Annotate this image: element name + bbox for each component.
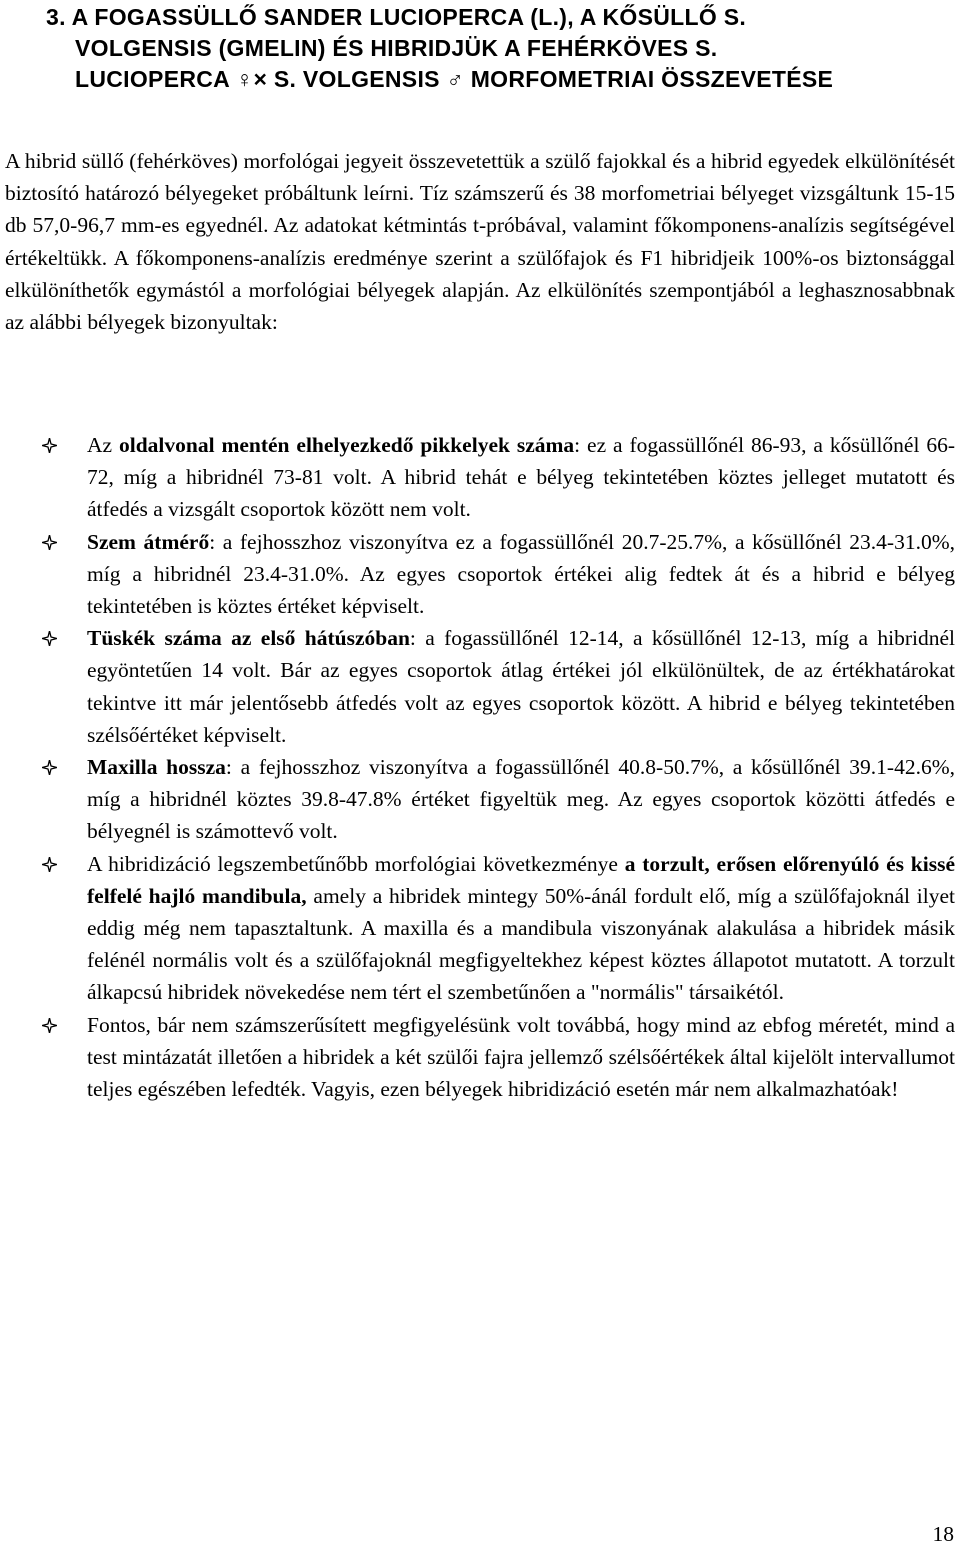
intro-paragraph: A hibrid süllő (fehérköves) morfológai jegyeit összevetettük a szülő fajokkal és a hibrid egyedek elkülönítését biztosító határozó bélyegeket próbáltunk leírni. Tíz számszerű és 38 morfometriai bélyeget vizsgáltunk 15-15 db 57,0-96,7 mm-es egyednél. Az adatokat kétmintás t-próbával, valamint főkomponens-analízis segítségével értékeltükk. A főkomponens-analízis eredménye szerint a szülőfajok és F1 hibridjeik 100%-os biztonsággal elkülöníthetők egymástól a morfológiai bélyegek alapján. Az elkülönítés szempontjából a leghasznosabbnak az alábbi bélyegek bizonyultak: bbox=[5, 149, 955, 335]
page-number: 18 bbox=[932, 1522, 954, 1546]
four-petal-diamond-icon bbox=[42, 1018, 57, 1033]
list-item-lead: A hibridizáció legszembetűnőbb morfológiai következménye bbox=[87, 851, 625, 876]
list-item-text: : ez a fogassüllőnél 86-93, a kősüllőnél 66-72, míg a hibridnél 73-81 volt. A hibrid tehát e bélyeg tekintetében köztes jelleget mutatott és átfedés a vizsgált csoportok között nem volt. bbox=[87, 433, 955, 522]
list-item-text: : a fejhosszhoz viszonyítva a fogassüllőnél 40.8-50.7%, a kősüllőnél 39.1-42.6%, míg a hibridnél köztes 39.8-47.8% értéket figyeltük meg. Az egyes csoportok közötti átfedés e bélyegnél is számottevő volt. bbox=[87, 755, 956, 844]
section-title-line-3: LUCIOPERCA ♀× S. VOLGENSIS ♂ MORFOMETRIAI ÖSSZEVETÉSE bbox=[75, 66, 834, 92]
four-petal-diamond-icon bbox=[42, 438, 57, 453]
four-petal-diamond-icon bbox=[42, 760, 57, 775]
list-item-text: : a fogassüllőnél 12-14, a kősüllőnél 12-13, míg a hibridnél egyöntetűen 14 volt. Bár az egyes csoportok átlag értékei jól elkülönültek, de az értékhatárokat tekintve itt már jelentősebb átfedés volt az egyes csoportok között. A hibrid e bélyeg tekintetében szélsőértéket képviselt. bbox=[87, 626, 955, 747]
list-item bbox=[0, 1009, 955, 1106]
section-title-line-1: 3. A FOGASSÜLLŐ SANDER LUCIOPERCA (L.), A KŐSÜLLŐ S. bbox=[46, 4, 747, 30]
four-petal-diamond-icon bbox=[42, 535, 57, 550]
list-item-term: Maxilla hossza bbox=[87, 755, 226, 780]
characteristics-list bbox=[0, 429, 960, 1105]
list-item-text: amely a hibridek mintegy 50%-ánál fordult elő, míg a szülőfajoknál ilyet eddig még nem tapasztaltunk. A maxilla és a mandibula viszonyának alakulása a hibridek másik felénél normális volt és a szülőfajoknál megfigyeltekhez képest köztes állapotot mutatott. A torzult álkapcsú hibridek növekedése nem tért el szembetűnően a "normális" társaikétól. bbox=[87, 883, 956, 1005]
four-petal-diamond-icon bbox=[42, 631, 57, 646]
list-item bbox=[0, 526, 955, 623]
list-item bbox=[0, 622, 955, 751]
list-item-term: a torzult, erősen előrenyúló és kissé felfelé hajló mandibula, bbox=[87, 851, 955, 908]
list-item-lead: Fontos, bár nem számszerűsített megfigyelésünk volt továbbá, hogy mind az ebfog méretét, mind a test mintázatát illetően a hibridek a két szülői fajra jellemző szélsőértékek által kijelölt intervallumot teljes egészében lefedték. Vagyis, ezen bélyegek hibridizáció esetén már nem alkalmazhatóak! bbox=[87, 1012, 955, 1102]
list-item-term: Szem átmérő bbox=[87, 529, 210, 554]
list-item-lead: Az bbox=[87, 433, 119, 457]
list-item bbox=[0, 848, 955, 1009]
four-petal-diamond-icon bbox=[42, 857, 57, 872]
list-item-text: : a fejhosszhoz viszonyítva ez a fogassüllőnél 20.7-25.7%, a kősüllőnél 23.4-31.0%, míg a hibridnél 23.4-31.0%. Az egyes csoportok értékei alig fedtek át és a hibrid e bélyeg tekintetében is köztes értéket képviselt. bbox=[87, 529, 955, 619]
list-item-term: Tüskék száma az első hátúszóban bbox=[87, 626, 410, 651]
list-item bbox=[0, 429, 955, 526]
section-title-line-2: VOLGENSIS (GMELIN) ÉS HIBRIDJÜK A FEHÉRKÖVES S. bbox=[75, 35, 718, 61]
section-title bbox=[46, 2, 946, 95]
list-item bbox=[0, 751, 955, 848]
list-item-term: oldalvonal mentén elhelyezkedő pikkelyek száma bbox=[118, 433, 575, 457]
